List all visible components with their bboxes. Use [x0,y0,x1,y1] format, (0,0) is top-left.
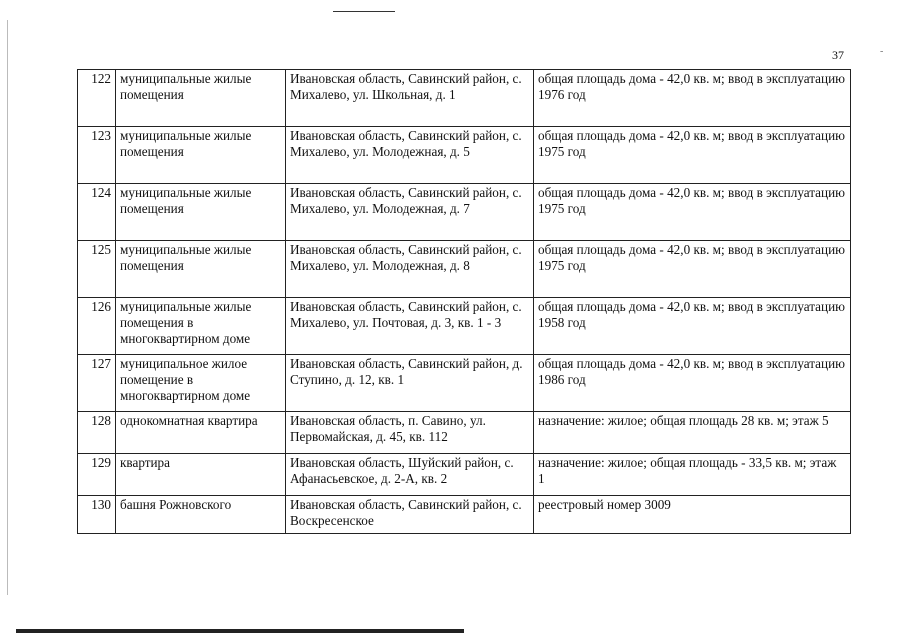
object-address: Ивановская область, Савинский район, с. Михалево, ул. Почтовая, д. 3, кв. 1 - 3 [286,298,534,355]
table-row [78,496,851,534]
object-address: Ивановская область, Савинский район, с. Михалево, ул. Молодежная, д. 8 [286,241,534,298]
row-number: 124 [78,184,116,241]
object-address: Ивановская область, Савинский район, д. Ступино, д. 12, кв. 1 [286,355,534,412]
bottom-rule [16,629,464,633]
object-name: однокомнатная квартира [116,412,286,454]
table-row [78,412,851,454]
table-row [78,127,851,184]
object-details: реестровый номер 3009 [534,496,851,534]
scan-left-edge [7,20,8,595]
object-name: муниципальные жилые помещения [116,127,286,184]
row-number: 122 [78,70,116,127]
row-number: 130 [78,496,116,534]
row-number: 128 [78,412,116,454]
table-row [78,184,851,241]
object-details: назначение: жилое; общая площадь - 33,5 кв. м; этаж 1 [534,454,851,496]
table-row [78,70,851,127]
top-rule [333,11,395,12]
row-number: 125 [78,241,116,298]
object-details: общая площадь дома - 42,0 кв. м; ввод в эксплуатацию 1975 год [534,184,851,241]
page-number: 37 [832,48,844,62]
object-details: общая площадь дома - 42,0 кв. м; ввод в эксплуатацию 1958 год [534,298,851,355]
table-row [78,454,851,496]
object-address: Ивановская область, Савинский район, с. Михалево, ул. Молодежная, д. 7 [286,184,534,241]
object-address: Ивановская область, Савинский район, с. Воскресенское [286,496,534,534]
object-details: назначение: жилое; общая площадь 28 кв. м; этаж 5 [534,412,851,454]
object-details: общая площадь дома - 42,0 кв. м; ввод в эксплуатацию 1975 год [534,241,851,298]
row-number: 123 [78,127,116,184]
object-address: Ивановская область, Савинский район, с. Михалево, ул. Молодежная, д. 5 [286,127,534,184]
table-row [78,298,851,355]
scan-mark: - [880,46,884,57]
object-address: Ивановская область, п. Савино, ул. Первомайская, д. 45, кв. 112 [286,412,534,454]
object-address: Ивановская область, Савинский район, с. Михалево, ул. Школьная, д. 1 [286,70,534,127]
row-number: 127 [78,355,116,412]
property-registry-table [77,69,851,534]
object-name: муниципальные жилые помещения [116,241,286,298]
table-row [78,241,851,298]
object-name: муниципальные жилые помещения [116,70,286,127]
object-name: муниципальные жилые помещения в многоквартирном доме [116,298,286,355]
object-name: башня Рожновского [116,496,286,534]
object-address: Ивановская область, Шуйский район, с. Афанасьевское, д. 2-А, кв. 2 [286,454,534,496]
object-details: общая площадь дома - 42,0 кв. м; ввод в эксплуатацию 1976 год [534,70,851,127]
table-row [78,355,851,412]
object-name: муниципальное жилое помещение в многоквартирном доме [116,355,286,412]
object-name: квартира [116,454,286,496]
object-details: общая площадь дома - 42,0 кв. м; ввод в эксплуатацию 1975 год [534,127,851,184]
row-number: 129 [78,454,116,496]
object-name: муниципальные жилые помещения [116,184,286,241]
object-details: общая площадь дома - 42,0 кв. м; ввод в эксплуатацию 1986 год [534,355,851,412]
row-number: 126 [78,298,116,355]
